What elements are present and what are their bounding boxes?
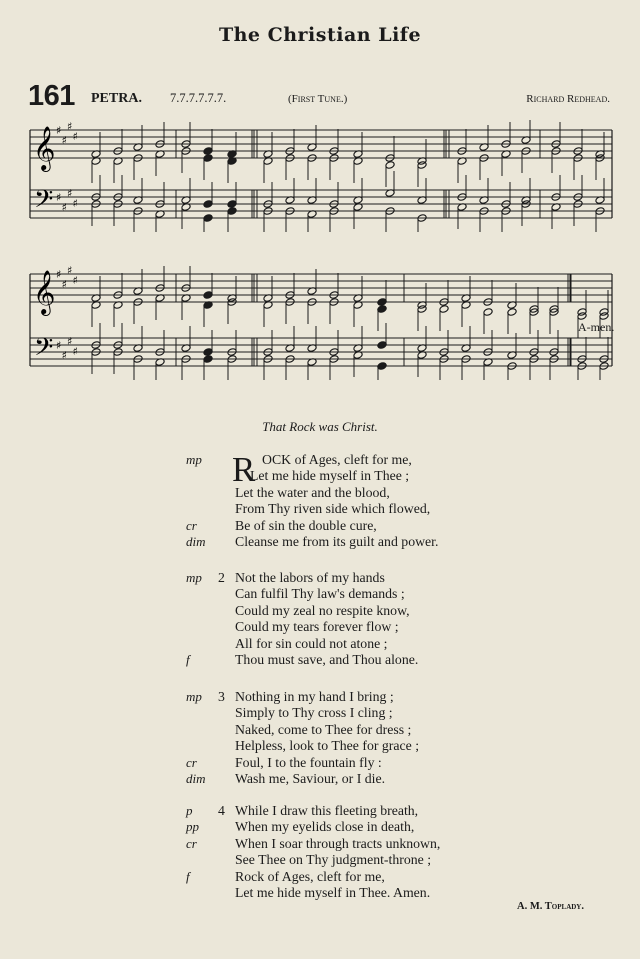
- sharp-sign: ♯: [61, 134, 67, 147]
- sharp-sign: ♯: [56, 339, 62, 352]
- verse-line: While I draw this fleeting breath,: [235, 803, 419, 818]
- sharp-sign: ♯: [56, 124, 62, 137]
- sharp-sign: ♯: [72, 274, 78, 287]
- verse-line: Nothing in my hand I bring ;: [235, 689, 394, 704]
- sharp-sign: ♯: [61, 201, 67, 214]
- verse-line: Let me hide myself in Thee. Amen.: [235, 885, 431, 900]
- amen-label: A-men.: [578, 320, 615, 334]
- verse-number: 4: [218, 803, 225, 818]
- verse-line: Naked, come to Thee for dress ;: [235, 721, 412, 737]
- verse-line: Can fulfil Thy law's demands ;: [235, 586, 405, 602]
- dynamic-marking: pp: [186, 819, 199, 835]
- verse-line: Simply to Thy cross I cling ;: [235, 705, 393, 721]
- meter: 7.7.7.7.7.7.: [170, 91, 227, 105]
- verse-line: Not the labors of my hands: [235, 570, 385, 585]
- dynamic-marking: cr: [186, 754, 197, 770]
- dynamic-marking: f: [186, 652, 190, 667]
- music-system-1: [0, 120, 640, 232]
- hymn-number: 161: [28, 80, 75, 112]
- drop-cap: R: [232, 450, 256, 489]
- dynamic-marking: cr: [186, 835, 197, 851]
- verse-line: OCK of Ages, cleft for me,: [262, 452, 412, 467]
- page-title: The Christian Life: [218, 24, 422, 46]
- verse-line: Rock of Ages, cleft for me,: [235, 868, 385, 884]
- bass-clef: 𝄢: [34, 333, 54, 368]
- verse-number: 2: [218, 570, 225, 585]
- verse-line: Wash me, Saviour, or I die.: [235, 771, 386, 786]
- dynamic-marking: cr: [186, 517, 197, 533]
- verse-line: Let me hide myself in Thee ;: [250, 468, 410, 484]
- verse-number: 3: [218, 689, 225, 704]
- tune-label: (First Tune.): [288, 93, 348, 105]
- verse-line: See Thee on Thy judgment-throne ;: [235, 852, 432, 868]
- dynamic-marking: mp: [186, 570, 202, 585]
- scripture-caption: That Rock was Christ.: [262, 419, 378, 434]
- treble-clef: 𝄞: [33, 126, 56, 170]
- verse-line: Thou must save, and Thou alone.: [235, 652, 419, 667]
- treble-clef: 𝄞: [33, 270, 56, 314]
- sharp-sign: ♯: [67, 335, 73, 348]
- music-system-2: [0, 262, 640, 380]
- verse-line: Cleanse me from its guilt and power.: [235, 534, 439, 549]
- tune-name: PETRA.: [91, 91, 142, 106]
- sharp-sign: ♯: [72, 197, 78, 210]
- verse-line: From Thy riven side which flowed,: [235, 501, 431, 517]
- sharp-sign: ♯: [56, 268, 62, 281]
- author: A. M. Toplady.: [517, 901, 584, 912]
- verse-line: Be of sin the double cure,: [235, 517, 377, 533]
- dynamic-marking: mp: [186, 689, 202, 704]
- dynamic-marking: p: [186, 803, 193, 818]
- sharp-sign: ♯: [72, 130, 78, 143]
- sharp-sign: ♯: [56, 191, 62, 204]
- verse-line: Let the water and the blood,: [235, 484, 390, 500]
- dynamic-marking: f: [186, 868, 190, 884]
- verse-line: Helpless, look to Thee for grace ;: [235, 738, 420, 754]
- sharp-sign: ♯: [67, 187, 73, 200]
- sharp-sign: ♯: [61, 349, 67, 362]
- sharp-sign: ♯: [67, 120, 73, 133]
- sharp-sign: ♯: [72, 345, 78, 358]
- sharp-sign: ♯: [67, 264, 73, 277]
- dynamic-marking: dim: [186, 771, 206, 786]
- verse-line: Could my zeal no respite know,: [235, 602, 410, 618]
- verse-line: Could my tears forever flow ;: [235, 619, 399, 635]
- composer: Richard Redhead.: [526, 93, 610, 105]
- dynamic-marking: mp: [186, 452, 202, 467]
- bass-clef: 𝄢: [34, 185, 54, 220]
- verse-line: All for sin could not atone ;: [235, 635, 388, 651]
- verse-line: Foul, I to the fountain fly :: [235, 754, 382, 770]
- verse-line: When my eyelids close in death,: [235, 819, 415, 835]
- verse-line: When I soar through tracts unknown,: [235, 835, 441, 851]
- dynamic-marking: dim: [186, 534, 206, 549]
- sharp-sign: ♯: [61, 278, 67, 291]
